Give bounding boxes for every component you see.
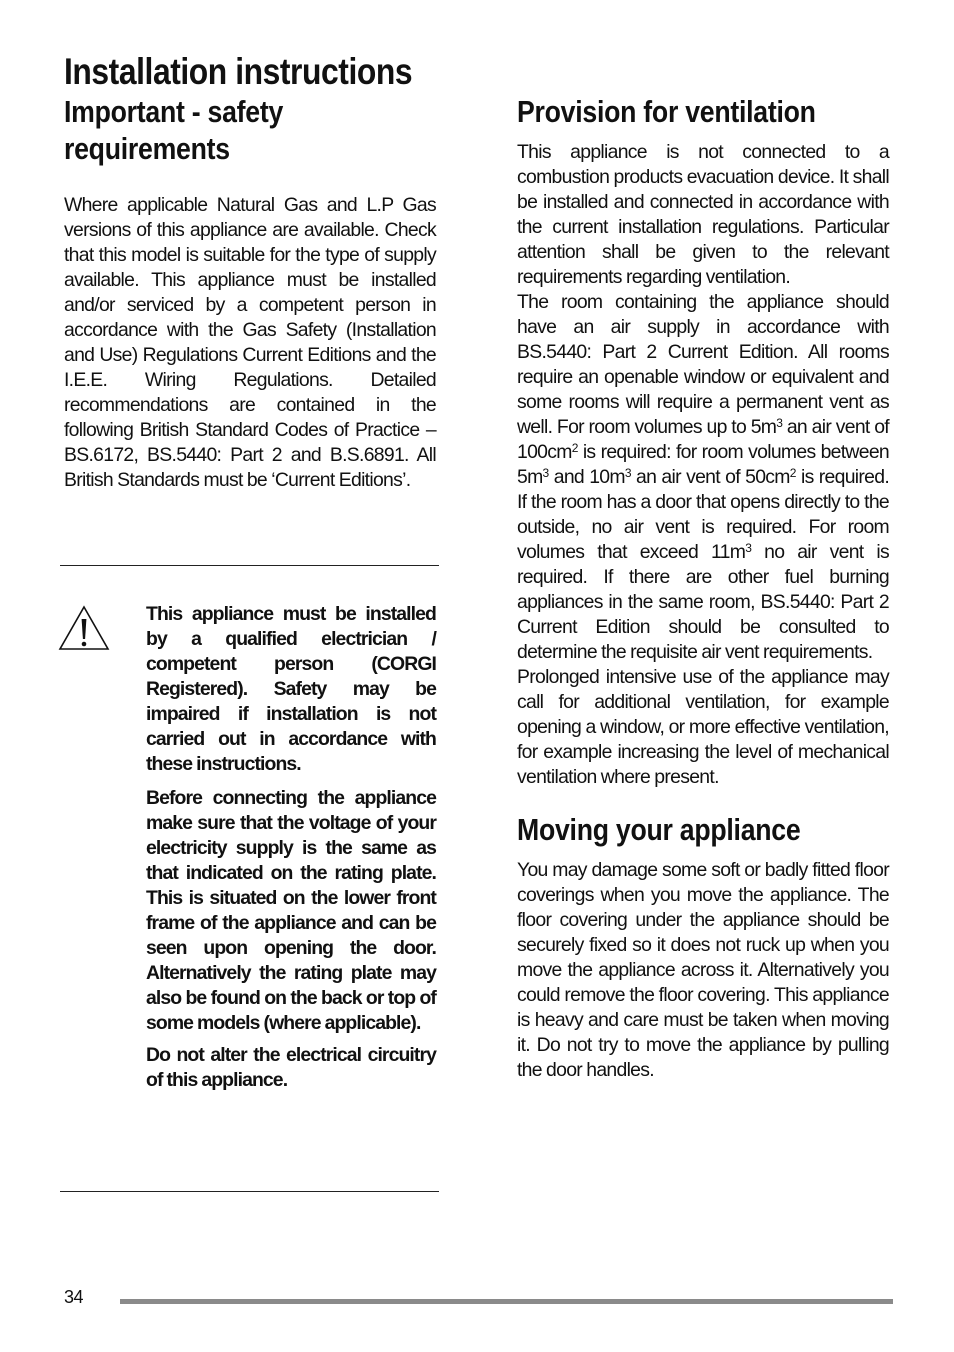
- safety-heading-line1: Important - safety: [64, 94, 284, 129]
- warning-para-1: This appliance must be installed by a qualified electrician / competent person (CORGI Registered). Safety may be impaired if installation is not carried out in accordance with these instructions.: [146, 603, 436, 775]
- right-column: [517, 93, 889, 1083]
- ventilation-para-3: Prolonged intensive use of the appliance may call for additional ventilation, for example opening a window, or more effective ventilation, for example increasing the level of mechanical ventilation where present.: [517, 666, 889, 788]
- page-number: 34: [64, 1287, 84, 1307]
- page-title: Installation instructions: [64, 51, 413, 92]
- ventilation-para-2: The room containing the appliance should have an air supply in accordance with BS.5440: Part 2 Current Edition. All rooms require an openable window or equivalent and some rooms will require a permanent vent as well. For room volumes up to $5m^3$ an air vent of $100cm^2$ is required: for room volumes between $5m^3$ and $10m^3$ an air vent of $50cm^2$ is required. If the room has a door that opens directly to the outside, no air vent is required. For room volumes that exceed $11m^3$ no air vent is required. If there are other fuel burning appliances in the same room, BS.5440: Part 2 Current Edition should be consulted to determine the requisite air vent requirements.: [517, 291, 890, 663]
- moving-body: You may damage some soft or badly fitted floor coverings when you move the appliance. The floor covering under the appliance should be securely fixed so it does not ruck up when you move the appliance across it. Alternatively you could remove the floor covering. This appliance is heavy and care must be taken when moving it. Do not try to move the appliance by pulling the door handles.: [517, 859, 889, 1081]
- moving-heading: Moving your appliance: [517, 812, 801, 847]
- safety-section: [64, 93, 436, 493]
- divider-top: [60, 565, 439, 566]
- ventilation-para-1: This appliance is not connected to a combustion products evacuation device. It shall be installed and connected in accordance with the current installation regulations. Particular attention shall be given to the relevant requirements regarding ventilation.: [517, 141, 889, 288]
- warning-para-3: Do not alter the electrical circuitry of this appliance.: [146, 1044, 436, 1091]
- footer-bar: [120, 1299, 893, 1304]
- safety-body: Where applicable Natural Gas and L.P Gas versions of this appliance are available. Check that this model is suitable for the type of supply available. This appliance must be installed and/or serviced by a competent person in accordance with the Gas Safety (Installation and Use) Regulations Current Editions and the I.E.E. Wiring Regulations. Detailed recommendations are contained in the following British Standard Codes of Practice – BS.6172, BS.5440: Part 2 and B.S.6891. All British Standards must be ‘Current Editions’.: [64, 194, 436, 491]
- ventilation-heading: Provision for ventilation: [517, 94, 816, 129]
- warning-para-2: Before connecting the appliance make sure that the voltage of your electricity supply is the same as that indicated on the rating plate. This is situated on the lower front frame of the appliance and can be seen upon opening the door. Alternatively the rating plate may also be found on the back or top of some models (where applicable).: [146, 787, 436, 1034]
- divider-bottom: [60, 1191, 439, 1192]
- warning-triangle-icon: [57, 604, 111, 652]
- safety-heading-line2: requirements: [64, 131, 230, 166]
- warning-box: [146, 602, 436, 1093]
- safety-heading: [64, 93, 436, 167]
